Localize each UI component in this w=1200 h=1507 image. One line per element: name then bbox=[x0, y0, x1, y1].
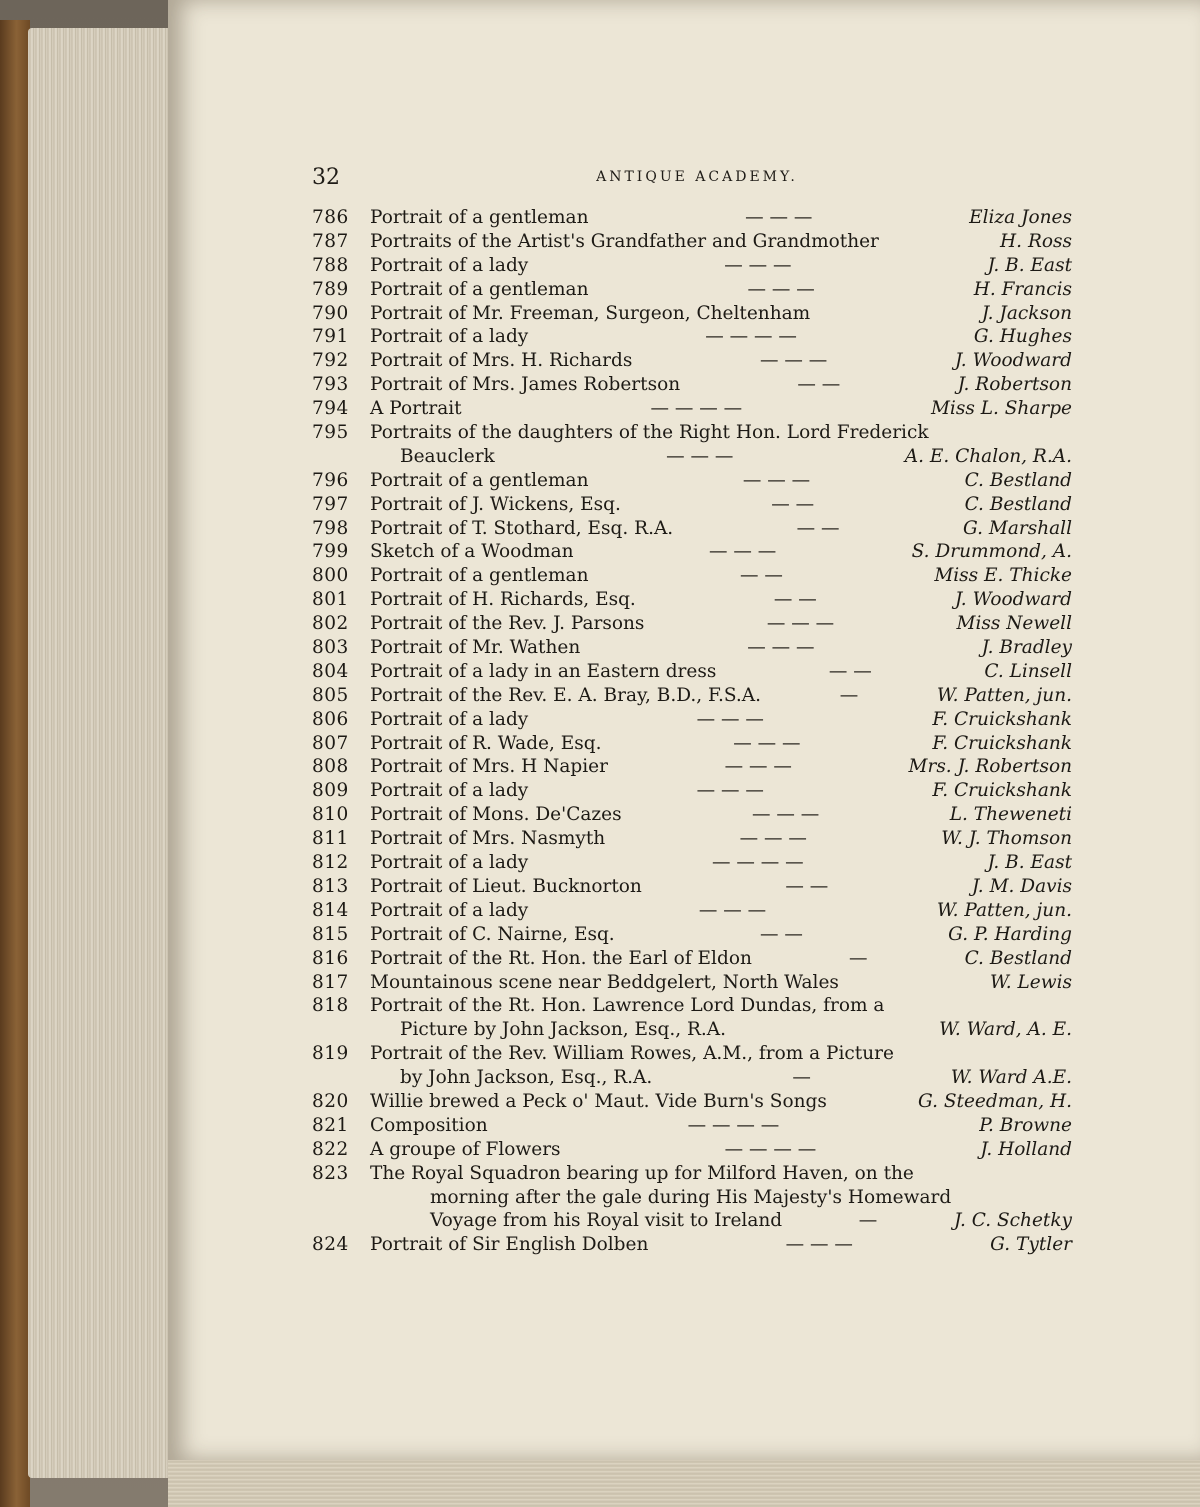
entry-dashes: — — — — bbox=[712, 852, 804, 874]
catalogue-entry bbox=[312, 206, 1072, 230]
entry-number: 795 bbox=[312, 422, 349, 444]
entry-number: 791 bbox=[312, 326, 349, 348]
entry-number: 823 bbox=[312, 1162, 349, 1184]
catalogue-entry bbox=[312, 779, 1072, 803]
entry-number: 787 bbox=[312, 230, 349, 252]
entry-number: 815 bbox=[312, 923, 349, 945]
entry-number: 806 bbox=[312, 708, 349, 730]
entry-artist: J. Woodward bbox=[954, 350, 1072, 372]
entry-line bbox=[312, 302, 1072, 326]
entry-title: Portrait of a gentleman bbox=[370, 565, 589, 587]
entry-dashes: — — — bbox=[742, 469, 811, 491]
entry-title: Portrait of the Rt. Hon. Lawrence Lord Dundas, from a bbox=[370, 995, 885, 1017]
entry-dashes: — — bbox=[797, 374, 841, 396]
catalogue-entry bbox=[312, 1162, 1072, 1234]
running-title: ANTIQUE ACADEMY. bbox=[596, 169, 798, 185]
entry-number: 821 bbox=[312, 1114, 349, 1136]
catalogue-entry bbox=[312, 971, 1072, 995]
entry-line bbox=[312, 588, 1072, 612]
entry-artist: G. Tytler bbox=[990, 1234, 1072, 1256]
entry-title: Portrait of Mr. Wathen bbox=[370, 637, 581, 659]
entry-number: 796 bbox=[312, 469, 349, 491]
entry-number: 814 bbox=[312, 899, 349, 921]
entry-number: 813 bbox=[312, 875, 349, 897]
entry-title: Portrait of a lady bbox=[370, 326, 529, 348]
entry-artist: W. Ward A.E. bbox=[950, 1067, 1072, 1089]
entry-line bbox=[312, 254, 1072, 278]
entry-title: Portrait of Lieut. Bucknorton bbox=[370, 875, 642, 897]
entry-line bbox=[312, 469, 1072, 493]
catalogue-entry bbox=[312, 564, 1072, 588]
catalogue-entry bbox=[312, 230, 1072, 254]
catalogue-entry bbox=[312, 923, 1072, 947]
entry-number: 799 bbox=[312, 541, 349, 563]
catalogue-entry bbox=[312, 302, 1072, 326]
entry-title: Picture by John Jackson, Esq., R.A. bbox=[400, 1019, 727, 1041]
entry-number: 805 bbox=[312, 684, 349, 706]
entry-title: Portrait of a lady bbox=[370, 780, 529, 802]
entry-line bbox=[312, 230, 1072, 254]
page-edges bbox=[28, 28, 178, 1478]
catalogue-entry bbox=[312, 1090, 1072, 1114]
entry-number: 786 bbox=[312, 207, 349, 228]
entry-line bbox=[312, 1066, 1072, 1090]
entry-title: Portrait of the Rev. William Rowes, A.M., from a Picture bbox=[370, 1043, 894, 1065]
page-number: 32 bbox=[312, 165, 340, 190]
entry-artist: Mrs. J. Robertson bbox=[908, 756, 1072, 778]
entry-title: Portrait of Mr. Freeman, Surgeon, Cheltenham bbox=[370, 302, 811, 324]
entry-number: 804 bbox=[312, 660, 349, 682]
entry-artist: J. B. East bbox=[987, 852, 1072, 874]
entry-title: Portrait of a gentleman bbox=[370, 469, 589, 491]
entry-artist: S. Drummond, A. bbox=[911, 541, 1072, 563]
entry-number: 818 bbox=[312, 995, 349, 1017]
entry-artist: W. Patten, jun. bbox=[936, 899, 1072, 921]
entry-artist: J. C. Schetky bbox=[954, 1210, 1072, 1232]
entry-title: Portrait of Mrs. H Napier bbox=[370, 756, 608, 778]
entry-title: Portrait of Mons. De'Cazes bbox=[370, 804, 622, 826]
entry-title: A groupe of Flowers bbox=[370, 1138, 561, 1160]
entry-artist: F. Cruickshank bbox=[932, 780, 1072, 802]
entry-line bbox=[312, 1209, 1072, 1233]
entry-artist: C. Bestland bbox=[964, 947, 1072, 969]
entry-dashes: — — — — bbox=[724, 1138, 817, 1160]
entry-number: 803 bbox=[312, 637, 349, 659]
entry-dashes: — — — bbox=[696, 780, 764, 802]
entry-number: 816 bbox=[312, 947, 349, 969]
entry-number: 801 bbox=[312, 589, 349, 611]
entry-title: Portrait of a lady bbox=[370, 852, 529, 874]
entry-dashes: — — — bbox=[696, 708, 764, 730]
catalogue-entry bbox=[312, 373, 1072, 397]
entry-artist: J. Holland bbox=[980, 1138, 1072, 1160]
entry-dashes: — — bbox=[828, 660, 872, 682]
page-header bbox=[312, 165, 1072, 195]
entry-dashes: — — — bbox=[747, 637, 815, 659]
entry-line bbox=[312, 1162, 1072, 1186]
entry-line bbox=[312, 1090, 1072, 1114]
entry-line bbox=[312, 732, 1072, 756]
entry-line bbox=[312, 660, 1072, 684]
entry-dashes: — — — bbox=[747, 278, 815, 300]
catalogue-entry bbox=[312, 708, 1072, 732]
entry-dashes: — — — bbox=[708, 541, 777, 563]
entry-title: Portrait of a gentleman bbox=[370, 278, 589, 300]
entry-artist: W. Patten, jun. bbox=[936, 684, 1072, 706]
entry-dashes: — — — bbox=[766, 613, 835, 635]
catalogue-entry bbox=[312, 612, 1072, 636]
entry-title: Portrait of R. Wade, Esq. bbox=[370, 732, 602, 754]
catalogue-entry bbox=[312, 540, 1072, 564]
entry-artist: J. Robertson bbox=[957, 374, 1072, 396]
catalogue-entry bbox=[312, 732, 1072, 756]
entry-number: 810 bbox=[312, 804, 349, 826]
entry-line bbox=[312, 1186, 1072, 1210]
entry-title: A Portrait bbox=[370, 398, 462, 420]
page-bottom-edge bbox=[168, 1460, 1200, 1507]
entry-dashes: — — bbox=[773, 589, 817, 611]
entry-line bbox=[312, 540, 1072, 564]
entry-artist: G. Steedman, H. bbox=[918, 1090, 1072, 1112]
entry-title: Portrait of a lady bbox=[370, 254, 529, 276]
entry-dashes: — — bbox=[796, 517, 840, 539]
entry-dashes: — bbox=[848, 947, 868, 969]
catalogue-entry bbox=[312, 1114, 1072, 1138]
entry-title: by John Jackson, Esq., R.A. bbox=[400, 1067, 653, 1089]
entry-title: Portrait of a lady bbox=[370, 708, 529, 730]
entry-line bbox=[312, 875, 1072, 899]
entry-artist: F. Cruickshank bbox=[932, 732, 1072, 754]
entry-dashes: — — — bbox=[785, 1234, 853, 1256]
entry-title: Portrait of Sir English Dolben bbox=[370, 1234, 649, 1256]
catalogue-entry bbox=[312, 493, 1072, 517]
entry-dashes: — — — bbox=[724, 756, 792, 778]
entry-title: Portrait of Mrs. James Robertson bbox=[370, 374, 681, 396]
entry-line bbox=[312, 349, 1072, 373]
entry-line bbox=[312, 1114, 1072, 1138]
entry-line bbox=[312, 947, 1072, 971]
entry-line bbox=[312, 803, 1072, 827]
entry-dashes: — — — bbox=[724, 254, 792, 276]
entry-dashes: — — bbox=[785, 875, 829, 897]
entry-dashes: — — — — bbox=[650, 398, 743, 420]
entry-line bbox=[312, 851, 1072, 875]
catalogue-entry bbox=[312, 755, 1072, 779]
entry-artist: W. J. Thomson bbox=[941, 828, 1072, 850]
entry-number: 800 bbox=[312, 565, 349, 587]
entry-artist: J. M. Davis bbox=[971, 875, 1072, 897]
entry-dashes: — — — bbox=[733, 732, 801, 754]
catalogue-entry bbox=[312, 588, 1072, 612]
entry-artist: J. B. East bbox=[987, 254, 1072, 276]
entry-artist: H. Francis bbox=[973, 278, 1072, 300]
entry-number: 811 bbox=[312, 828, 349, 850]
entry-line bbox=[312, 445, 1072, 469]
entry-number: 812 bbox=[312, 852, 349, 874]
entry-number: 822 bbox=[312, 1138, 349, 1160]
entry-title: Beauclerk bbox=[400, 445, 495, 467]
catalogue-entry bbox=[312, 278, 1072, 302]
entry-title: Portrait of the Rev. J. Parsons bbox=[370, 613, 645, 635]
entry-dashes: — bbox=[839, 684, 859, 706]
entry-number: 809 bbox=[312, 780, 349, 802]
entry-artist: Miss L. Sharpe bbox=[930, 398, 1072, 420]
entry-artist: P. Browne bbox=[979, 1114, 1072, 1136]
entry-artist: H. Ross bbox=[1000, 230, 1072, 252]
entry-title: Portrait of Mrs. Nasmyth bbox=[370, 828, 606, 850]
entry-title: Portraits of the Artist's Grandfather and Grandmother bbox=[370, 230, 879, 252]
entry-dashes: — — — bbox=[759, 350, 828, 372]
entry-line bbox=[312, 397, 1072, 421]
catalogue-entry bbox=[312, 994, 1072, 1042]
entry-title: Mountainous scene near Beddgelert, North Wales bbox=[370, 971, 839, 993]
entry-line bbox=[312, 421, 1072, 445]
entry-number: 788 bbox=[312, 254, 349, 276]
entry-number: 819 bbox=[312, 1043, 349, 1065]
entry-line bbox=[312, 1138, 1072, 1162]
entry-line bbox=[312, 1233, 1072, 1257]
catalogue-entry bbox=[312, 684, 1072, 708]
catalogue-entry bbox=[312, 421, 1072, 469]
catalogue-entry bbox=[312, 349, 1072, 373]
entry-dashes: — — — bbox=[752, 804, 820, 826]
entry-line bbox=[312, 206, 1072, 230]
entry-line bbox=[312, 827, 1072, 851]
entry-number: 793 bbox=[312, 374, 349, 396]
entry-artist: A. E. Chalon, R.A. bbox=[904, 445, 1072, 467]
entry-line bbox=[312, 899, 1072, 923]
entry-title: The Royal Squadron bearing up for Milford Haven, on the bbox=[370, 1162, 914, 1184]
entry-artist: C. Bestland bbox=[964, 493, 1072, 515]
entry-title: Portrait of the Rev. E. A. Bray, B.D., F.S.A. bbox=[370, 684, 762, 706]
entry-number: 797 bbox=[312, 493, 349, 515]
catalogue-list bbox=[312, 206, 1072, 1257]
catalogue-entry bbox=[312, 1233, 1072, 1257]
entry-line bbox=[312, 612, 1072, 636]
catalogue-entry bbox=[312, 397, 1072, 421]
entry-title: Voyage from his Royal visit to Ireland bbox=[430, 1210, 783, 1232]
entry-line bbox=[312, 684, 1072, 708]
entry-line bbox=[312, 708, 1072, 732]
entry-number: 792 bbox=[312, 350, 349, 372]
entry-title: Portraits of the daughters of the Right Hon. Lord Frederick bbox=[370, 422, 929, 444]
entry-artist: Miss Newell bbox=[956, 613, 1072, 635]
entry-number: 790 bbox=[312, 302, 349, 324]
catalogue-entry bbox=[312, 660, 1072, 684]
entry-title: Sketch of a Woodman bbox=[370, 541, 574, 563]
entry-line bbox=[312, 994, 1072, 1018]
entry-artist: C. Bestland bbox=[964, 469, 1072, 491]
catalogue-entry bbox=[312, 636, 1072, 660]
entry-title: Portrait of T. Stothard, Esq. R.A. bbox=[370, 517, 674, 539]
entry-dashes: — — — bbox=[745, 207, 813, 228]
entry-artist: G. P. Harding bbox=[948, 923, 1072, 945]
entry-title: morning after the gale during His Majesty's Homeward bbox=[430, 1186, 952, 1208]
entry-line bbox=[312, 923, 1072, 947]
entry-dashes: — — — bbox=[666, 445, 734, 467]
catalogue-entry bbox=[312, 947, 1072, 971]
entry-title: Portrait of a lady bbox=[370, 899, 529, 921]
catalogue-entry bbox=[312, 851, 1072, 875]
catalogue-entry bbox=[312, 875, 1072, 899]
entry-number: 802 bbox=[312, 613, 349, 635]
entry-dashes: — — bbox=[739, 565, 783, 587]
entry-title: Portrait of a lady in an Eastern dress bbox=[370, 660, 717, 682]
entry-line bbox=[312, 1018, 1072, 1042]
entry-line bbox=[312, 493, 1072, 517]
entry-dashes: — — bbox=[759, 923, 803, 945]
entry-artist: C. Linsell bbox=[984, 660, 1072, 682]
entry-line bbox=[312, 636, 1072, 660]
entry-artist: J. Bradley bbox=[981, 637, 1072, 659]
entry-line bbox=[312, 373, 1072, 397]
entry-artist: J. Woodward bbox=[954, 589, 1072, 611]
entry-number: 798 bbox=[312, 517, 349, 539]
entry-dashes: — bbox=[792, 1067, 811, 1089]
entry-number: 824 bbox=[312, 1234, 349, 1256]
entry-title: Portrait of the Rt. Hon. the Earl of Eldon bbox=[370, 947, 752, 969]
entry-dashes: — — — — bbox=[687, 1114, 780, 1136]
entry-line bbox=[312, 278, 1072, 302]
entry-artist: W. Lewis bbox=[989, 971, 1072, 993]
entry-number: 820 bbox=[312, 1090, 349, 1112]
entry-line bbox=[312, 517, 1072, 541]
entry-dashes: — bbox=[858, 1210, 878, 1232]
catalogue-entry bbox=[312, 803, 1072, 827]
book-spine bbox=[0, 20, 30, 1507]
entry-number: 794 bbox=[312, 398, 349, 420]
catalogue-entry bbox=[312, 325, 1072, 349]
entry-title: Portrait of J. Wickens, Esq. bbox=[370, 493, 621, 515]
entry-artist: W. Ward, A. E. bbox=[939, 1019, 1072, 1041]
entry-line bbox=[312, 325, 1072, 349]
entry-artist: Miss E. Thicke bbox=[934, 565, 1072, 587]
entry-line bbox=[312, 755, 1072, 779]
entry-artist: J. Jackson bbox=[981, 302, 1072, 324]
entry-artist: F. Cruickshank bbox=[932, 708, 1072, 730]
entry-title: Portrait of H. Richards, Esq. bbox=[370, 589, 636, 611]
catalogue-entry bbox=[312, 1042, 1072, 1090]
catalogue-entry bbox=[312, 899, 1072, 923]
entry-artist: L. Theweneti bbox=[949, 804, 1072, 826]
catalogue-entry bbox=[312, 469, 1072, 493]
entry-number: 789 bbox=[312, 278, 349, 300]
entry-dashes: — — bbox=[771, 493, 815, 515]
entry-title: Portrait of Mrs. H. Richards bbox=[370, 350, 633, 372]
entry-number: 807 bbox=[312, 732, 349, 754]
entry-line bbox=[312, 1042, 1072, 1066]
entry-title: Composition bbox=[370, 1114, 488, 1136]
entry-artist: G. Marshall bbox=[963, 517, 1072, 539]
entry-title: Willie brewed a Peck o' Maut. Vide Burn's Songs bbox=[370, 1090, 827, 1112]
catalogue-entry bbox=[312, 1138, 1072, 1162]
catalogue-entry bbox=[312, 827, 1072, 851]
entry-dashes: — — — — bbox=[705, 326, 797, 348]
entry-number: 808 bbox=[312, 756, 349, 778]
entry-artist: G. Hughes bbox=[973, 326, 1072, 348]
entry-dashes: — — — bbox=[698, 899, 767, 921]
catalogue-entry bbox=[312, 517, 1072, 541]
entry-line bbox=[312, 971, 1072, 995]
entry-artist: Eliza Jones bbox=[969, 207, 1072, 228]
entry-number: 817 bbox=[312, 971, 349, 993]
catalogue-entry bbox=[312, 254, 1072, 278]
entry-title: Portrait of C. Nairne, Esq. bbox=[370, 923, 615, 945]
entry-line bbox=[312, 779, 1072, 803]
entry-title: Portrait of a gentleman bbox=[370, 207, 589, 228]
entry-line bbox=[312, 564, 1072, 588]
entry-dashes: — — — bbox=[739, 828, 807, 850]
